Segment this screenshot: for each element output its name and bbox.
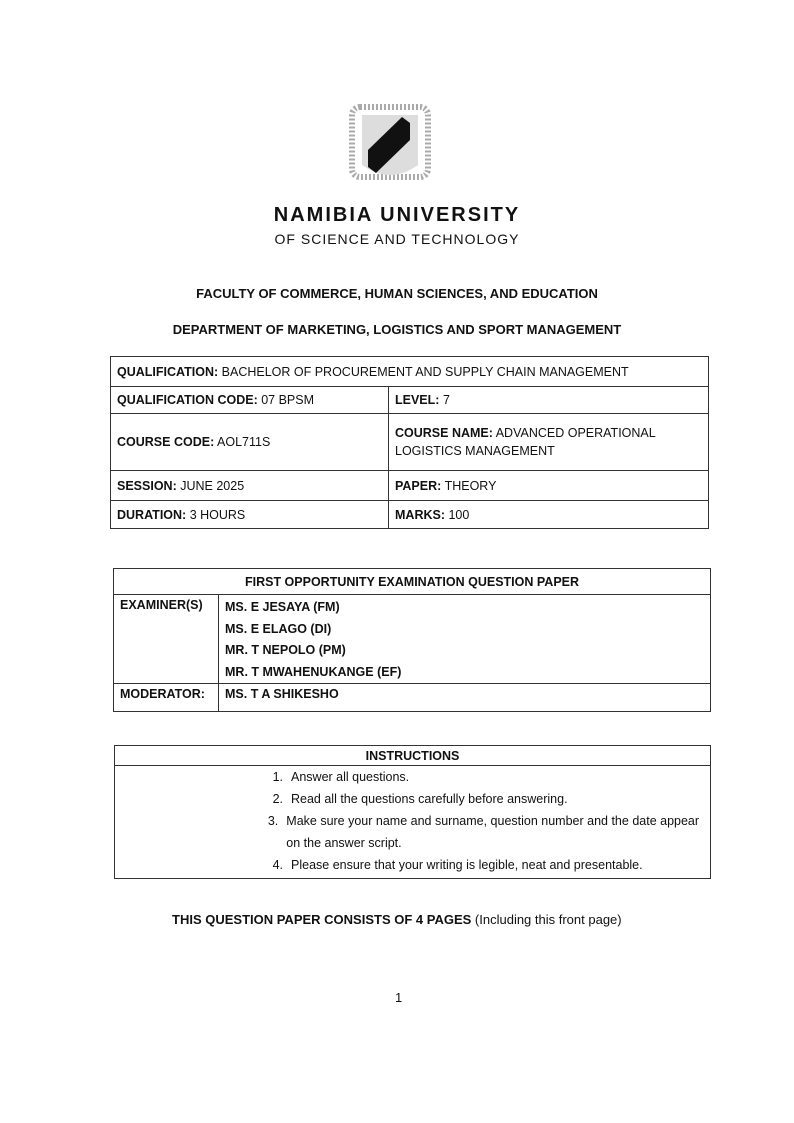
instructions-title: INSTRUCTIONS (115, 746, 711, 766)
moderator-label: MODERATOR: (114, 684, 219, 712)
faculty-heading: FACULTY OF COMMERCE, HUMAN SCIENCES, AND EDUCATION (196, 286, 598, 301)
duration-cell: DURATION: 3 HOURS (111, 501, 389, 529)
university-logo-icon (340, 95, 440, 190)
examiner-name: MR. T NEPOLO (PM) (225, 643, 346, 657)
instruction-item: 1. Answer all questions. (272, 770, 410, 784)
examiners-label: EXAMINER(S) (114, 595, 219, 684)
marks-cell: MARKS: 100 (389, 501, 709, 529)
moderator-name: MS. T A SHIKESHO (219, 684, 711, 712)
university-name: NAMIBIA UNIVERSITY (273, 204, 521, 226)
instructions-list (261, 766, 704, 876)
university-subtitle: OF SCIENCE AND TECHNOLOGY (274, 231, 520, 247)
instructions-table (114, 745, 711, 879)
instruction-item: 4. Please ensure that your writing is legible, neat and presentable. (272, 858, 643, 872)
level-cell: LEVEL: 7 (389, 387, 709, 414)
course-name-cell: COURSE NAME: ADVANCED OPERATIONAL LOGISTICS MANAGEMENT (389, 414, 709, 471)
qualification-cell: QUALIFICATION: BACHELOR OF PROCUREMENT AND SUPPLY CHAIN MANAGEMENT (111, 357, 709, 387)
course-code-cell: COURSE CODE: AOL711S (111, 414, 389, 471)
page-number: 1 (395, 990, 403, 1005)
exam-title: FIRST OPPORTUNITY EXAMINATION QUESTION PAPER (114, 569, 711, 595)
qualification-code-cell: QUALIFICATION CODE: 07 BPSM (111, 387, 389, 414)
paper-cell: PAPER: THEORY (389, 471, 709, 501)
instruction-item: 3. Make sure your name and surname, question number and the date appear on the answer script. (267, 814, 700, 850)
department-heading: DEPARTMENT OF MARKETING, LOGISTICS AND SPORT MANAGEMENT (172, 322, 622, 337)
course-details-table (110, 356, 709, 529)
examiners-table (113, 568, 711, 712)
instruction-item: 2. Read all the questions carefully before answering. (272, 792, 568, 806)
examiner-name: MS. E ELAGO (DI) (225, 621, 332, 636)
page-count-note: THIS QUESTION PAPER CONSISTS OF 4 PAGES (Including this front page) (172, 912, 622, 927)
session-cell: SESSION: JUNE 2025 (111, 471, 389, 501)
examiner-name: MR. T MWAHENUKANGE (EF) (225, 664, 402, 679)
examiner-name: MS. E JESAYA (FM) (225, 600, 340, 614)
